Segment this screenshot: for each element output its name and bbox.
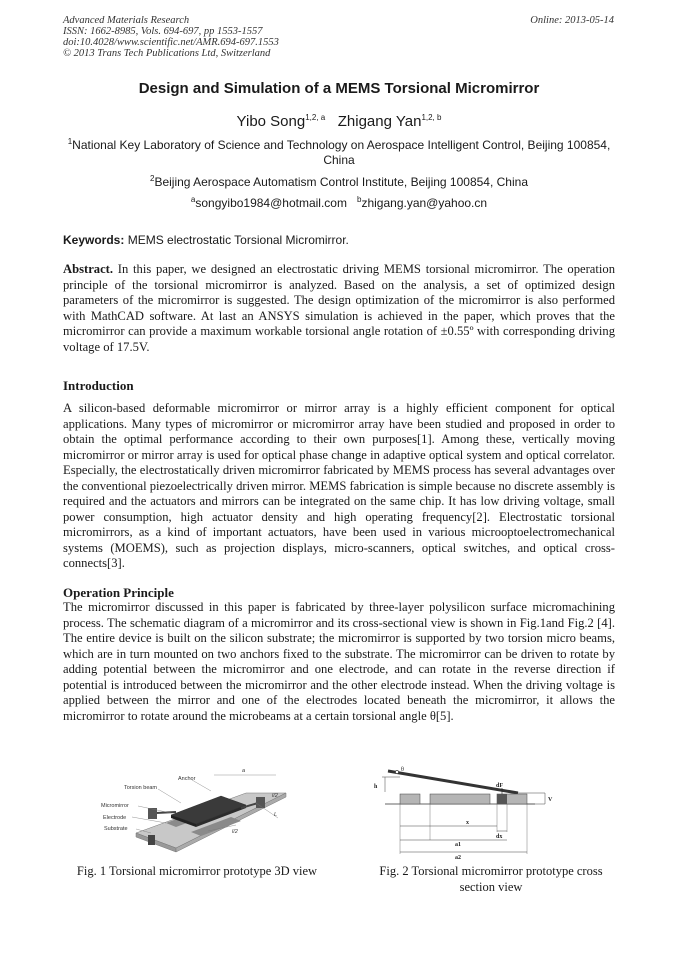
- email-link[interactable]: songyibo1984@hotmail.com: [195, 196, 347, 210]
- micromirror-tilted: [388, 771, 518, 793]
- pivot-point: [395, 770, 398, 773]
- anchor-block: [400, 794, 420, 804]
- label-dF: dF: [496, 783, 504, 789]
- keywords-label: Keywords:: [63, 233, 125, 247]
- figure-1-3d-view: [96, 763, 296, 858]
- figure-1-caption: Fig. 1 Torsional micromirror prototype 3D view: [76, 864, 318, 878]
- affiliation-text: National Key Laboratory of Science and Technology on Aerospace Intelligent Control, Beijing 100854, China: [72, 138, 611, 167]
- label-h: h: [374, 784, 378, 790]
- email-sup: b: [357, 195, 362, 204]
- label-micromirror: Micromirror: [101, 803, 129, 809]
- operation-paragraph: The micromirror discussed in this paper is fabricated by three-layer polysilicon surface micromachining process. The schematic diagram of a micromirror and its cross-sectional view is shown in Fig.1and Fig.2 [4]. The entire device is built on the silicon substrate; the micromirror is supported by two torsion micro beams, which are in turn mounted on two anchors fixed to the substrate. The micromirror can be driven to rotate by adding potential between the micromirror and one electrode, and can rotate in the reverse direction if potential is introduced between the micromirror and the other electrode instead. When the driving voltage is applied between the mirror and one of the electrodes located beneath the micromirror, it allows the micromirror to rotate around the microbeams at a certain torsional angle θ[5].: [63, 600, 615, 723]
- label-torsion-beam: Torsion beam: [124, 785, 158, 791]
- label-l2-top: l/2: [272, 793, 278, 799]
- electrode-dx: [497, 794, 507, 804]
- leader-line: [158, 789, 181, 803]
- affiliation-text: Beijing Aerospace Automatism Control Institute, Beijing 100854, China: [154, 175, 528, 189]
- section-heading-operation: Operation Principle: [63, 585, 174, 600]
- affiliation-2: [63, 175, 615, 189]
- journal-doi[interactable]: doi:10.4028/www.scientific.net/AMR.694-697.1553: [63, 37, 279, 48]
- affiliation-sup: 2: [149, 174, 155, 183]
- label-anchor: Anchor: [178, 776, 196, 782]
- author-sup: 1,2, a: [305, 113, 326, 122]
- journal-issn: ISSN: 1662-8985, Vols. 694-697, pp 1553-1557: [63, 26, 263, 37]
- figure-2-cross-section: [370, 742, 570, 860]
- email-link[interactable]: zhigang.yan@yahoo.cn: [361, 196, 488, 210]
- abstract: [63, 262, 615, 355]
- keywords: [63, 233, 349, 247]
- section-heading-introduction: Introduction: [63, 378, 134, 393]
- paper-title: Design and Simulation of a MEMS Torsional Micromirror: [138, 80, 540, 97]
- label-L: L: [274, 812, 278, 818]
- electrode-block: [430, 794, 490, 804]
- label-theta: θ: [401, 767, 404, 773]
- online-date: Online: 2013-05-14: [530, 15, 614, 26]
- label-dx: dx: [496, 834, 503, 840]
- label-a: a: [242, 768, 246, 774]
- figure-2-caption: Fig. 2 Torsional micromirror prototype cross section view: [379, 864, 603, 894]
- torsion-beam: [156, 812, 176, 813]
- author-list: [63, 113, 615, 130]
- post-block: [148, 835, 155, 845]
- abstract-label: Abstract.: [63, 262, 114, 276]
- label-l2-bottom: l/2: [232, 829, 238, 835]
- label-a2: a2: [455, 855, 461, 860]
- introduction-paragraph: A silicon-based deformable micromirror or mirror array is a highly efficient component for optical applications. Many types of micromirror or micromirror array have been studied and proposed in order to obtain the optimal performance according to their own purposes[1]. Among these, vertically moving micromirror or mirror array is used for optical phase change in adaptive optical system and optical correlator. Especially, the electrostatically driven micromirror fabricated by MEMS process has several advantages over the conventional piezoelectrically driven mirror. MEMS fabrication is simple because no discrete assembly is required and the actuators and mirrors can be integrated on the same chip. It has low driving voltage, small power consumption, high actuator density and high operating frequency[2]. Electrostatic torsional micromirrors, as a kind of important actuators, have been used in various microoptoelectromechanical systems (MOEMS), such as projection displays, micro-scanners, optical switches, and optical cross-connects[3].: [63, 401, 615, 570]
- abstract-text: In this paper, we designed an electrostatic driving MEMS torsional micromirror. The operation principle of the torsional micromirror is analyzed. Based on the analysis, a set of optimized design parameters of the micromirror is suggested. The design optimization of the micromirror is also performed with MathCAD software. At last an ANSYS simulation is achieved in the paper, which proves that the micromirror can provide a maximum workable torsional angle rotation of ±0.55º with corresponding driving voltage of 17.5V.: [63, 262, 615, 354]
- keywords-text: MEMS electrostatic Torsional Micromirror.: [127, 233, 349, 247]
- label-V: V: [548, 797, 553, 803]
- journal-name: Advanced Materials Research: [63, 15, 190, 26]
- label-a1: a1: [455, 842, 461, 848]
- author-name: Yibo Song: [236, 113, 306, 130]
- author-sup: 1,2, b: [421, 113, 442, 122]
- anchor-block: [256, 797, 265, 808]
- affiliation-1: [63, 138, 615, 168]
- journal-info: [63, 15, 279, 59]
- journal-copyright: © 2013 Trans Tech Publications Ltd, Switzerland: [63, 48, 271, 59]
- email-list: [63, 196, 615, 210]
- affiliation-sup: 1: [67, 137, 73, 146]
- email-sup: a: [190, 195, 196, 204]
- label-x: x: [466, 820, 469, 826]
- label-electrode: Electrode: [103, 815, 127, 821]
- author-name: Zhigang Yan: [337, 113, 422, 130]
- label-substrate: Substrate: [104, 826, 128, 832]
